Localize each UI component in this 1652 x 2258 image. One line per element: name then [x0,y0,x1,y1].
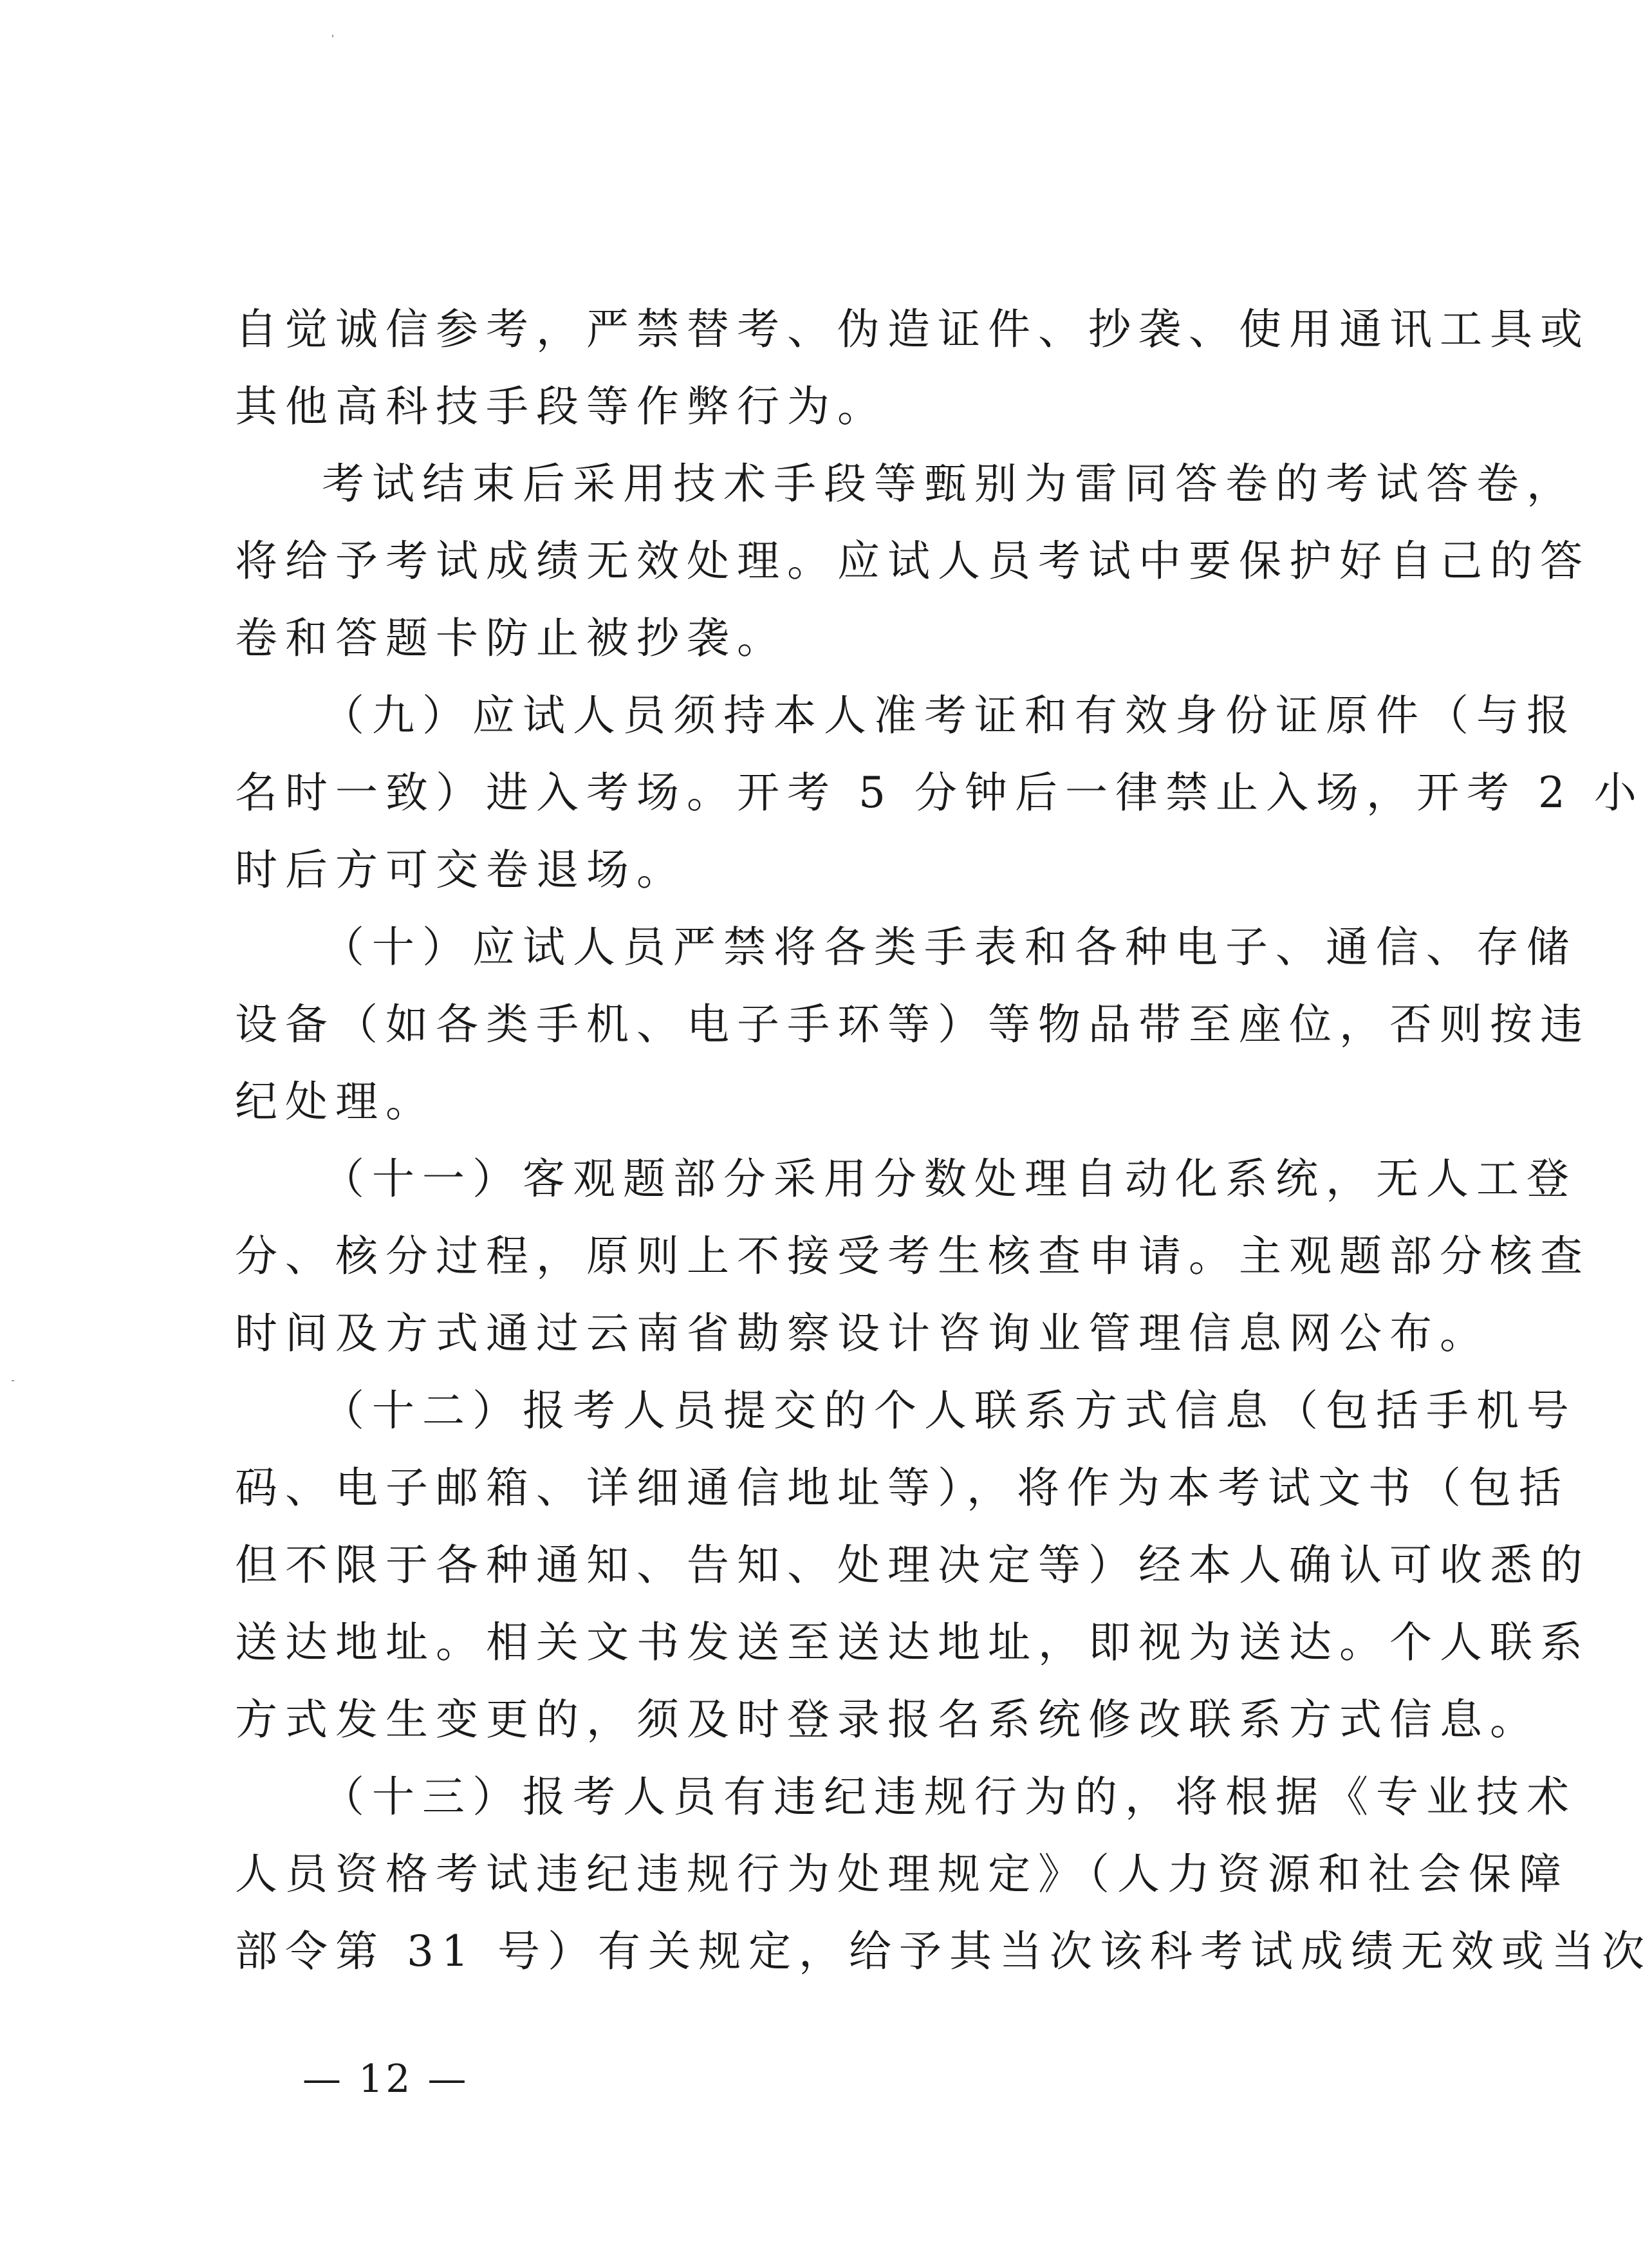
text-line: 将给予考试成绩无效处理。应试人员考试中要保护好自己的答 [235,536,1590,586]
text-line: 时后方可交卷退场。 [235,845,687,895]
document-body [235,291,1652,1990]
text-line: （十一）客观题部分采用分数处理自动化系统，无人工登 [322,1154,1577,1204]
page-number: — 12 — [302,2057,469,2102]
paragraph-3 [235,677,1644,909]
text-line: 码、电子邮箱、详细通信地址等），将作为本考试文书（包括 [235,1463,1569,1513]
paragraph-2 [235,445,1590,677]
text-line: 卷和答题卡防止被抄袭。 [235,613,787,663]
paragraph-4 [235,909,1590,1141]
paragraph-6 [235,1372,1590,1759]
text-line: （九）应试人员须持本人准考证和有效身份证原件（与报 [322,691,1577,740]
text-line: 自觉诚信参考，严禁替考、伪造证件、抄袭、使用通讯工具或 [235,304,1590,354]
paragraph-7 [235,1759,1652,1990]
text-line: 纪处理。 [235,1077,436,1126]
text-line: 但不限于各种通知、告知、处理决定等）经本人确认可收悉的 [235,1540,1590,1590]
text-line: 方式发生变更的，须及时登录报名系统修改联系方式信息。 [235,1695,1540,1744]
text-line: （十三）报考人员有违纪违规行为的，将根据《专业技术 [322,1772,1577,1822]
text-line: 其他高科技手段等作弊行为。 [235,382,887,431]
text-line: 部令第 31 号）有关规定，给予其当次该科考试成绩无效或当次 [235,1927,1652,1976]
text-line: 考试结束后采用技术手段等甄别为雷同答卷的考试答卷， [322,459,1577,509]
paragraph-1 [235,291,1590,445]
text-line: 设备（如各类手机、电子手环等）等物品带至座位，否则按违 [235,1000,1590,1049]
text-line: 时间及方式通过云南省勘察设计咨询业管理信息网公布。 [235,1309,1490,1358]
paragraph-5 [235,1141,1590,1372]
scan-speck [332,35,333,37]
text-line: 分、核分过程，原则上不接受考生核查申请。主观题部分核查 [235,1231,1590,1281]
text-line: 名时一致）进入考场。开考 5 分钟后一律禁止入场，开考 2 小 [235,768,1644,817]
text-line: （十）应试人员严禁将各类手表和各种电子、通信、存储 [322,922,1577,972]
scan-speck [12,1380,14,1381]
text-line: 送达地址。相关文书发送至送达地址，即视为送达。个人联系 [235,1618,1590,1667]
text-line: 人员资格考试违纪违规行为处理规定》（人力资源和社会保障 [235,1849,1569,1899]
text-line: （十二）报考人员提交的个人联系方式信息（包括手机号 [322,1386,1577,1435]
